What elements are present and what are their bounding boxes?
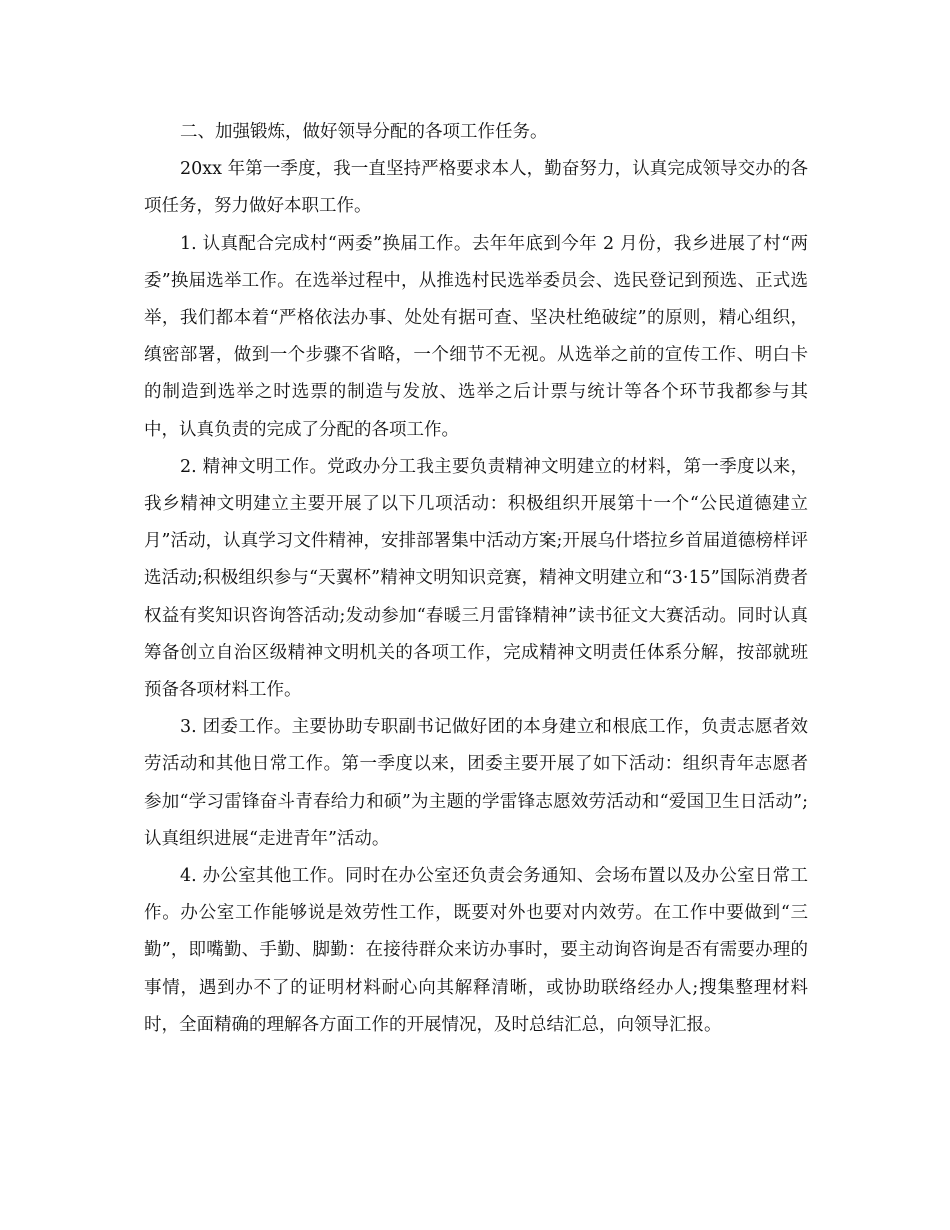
intro-paragraph: 20xx 年第一季度，我一直坚持严格要求本人，勤奋努力，认真完成领导交办的各项任务，努力做好本职工作。 <box>144 159 808 217</box>
item-2-civilization-paragraph: 2. 精神文明工作。党政办分工我主要负责精神文明建立的材料，第一季度以来，我乡精神文明建立主要开展了以下几项活动：积极组织开展第十一个“公民道德建立月”活动，认真学习文件精神，安排部署集中活动方案;开展乌什塔拉乡首届道德榜样评选活动;积极组织参与“天翼杯”精神文明知识竞赛，精神文明建立和“3·15”国际消费者权益有奖知识咨询答活动;发动参加“春暖三月雷锋精神”读书征文大赛活动。同时认真筹备创立自治区级精神文明机关的各项工作，完成精神文明责任体系分解，按部就班预备各项材料工作。 <box>144 456 808 701</box>
item-3-youth-league-paragraph: 3. 团委工作。主要协助专职副书记做好团的本身建立和根底工作，负责志愿者效劳活动和其他日常工作。第一季度以来，团委主要开展了如下活动：组织青年志愿者参加“学习雷锋奋斗青春给力和硕”为主题的学雷锋志愿效劳活动和“爱国卫生日活动”;认真组织进展“走进青年”活动。 <box>144 717 808 849</box>
document-body <box>144 114 808 1044</box>
item-4-office-paragraph: 4. 办公室其他工作。同时在办公室还负责会务通知、会场布置以及办公室日常工作。办公室工作能够说是效劳性工作，既要对外也要对内效劳。在工作中要做到“三勤”，即嘴勤、手勤、脚勤：在接待群众来访办事时，要主动询咨询是否有需要办理的事情，遇到办不了的证明材料耐心向其解释清晰，或协助联络经办人;搜集整理材料时，全面精确的理解各方面工作的开展情况，及时总结汇总，向领导汇报。 <box>144 866 808 1035</box>
section-heading: 二、加强锻炼，做好领导分配的各项工作任务。 <box>180 122 548 142</box>
item-1-election-paragraph: 1. 认真配合完成村“两委”换届工作。去年年底到今年 2 月份，我乡进展了村“两委”换届选举工作。在选举过程中，从推选村民选举委员会、选民登记到预选、正式选举，我们都本着“严格依法办事、处处有据可查、坚决杜绝破绽”的原则，精心组织，缜密部署，做到一个步骤不省略，一个细节不无视。从选举之前的宣传工作、明白卡的制造到选举之时选票的制造与发放、选举之后计票与统计等各个环节我都参与其中，认真负责的完成了分配的各项工作。 <box>144 233 808 440</box>
